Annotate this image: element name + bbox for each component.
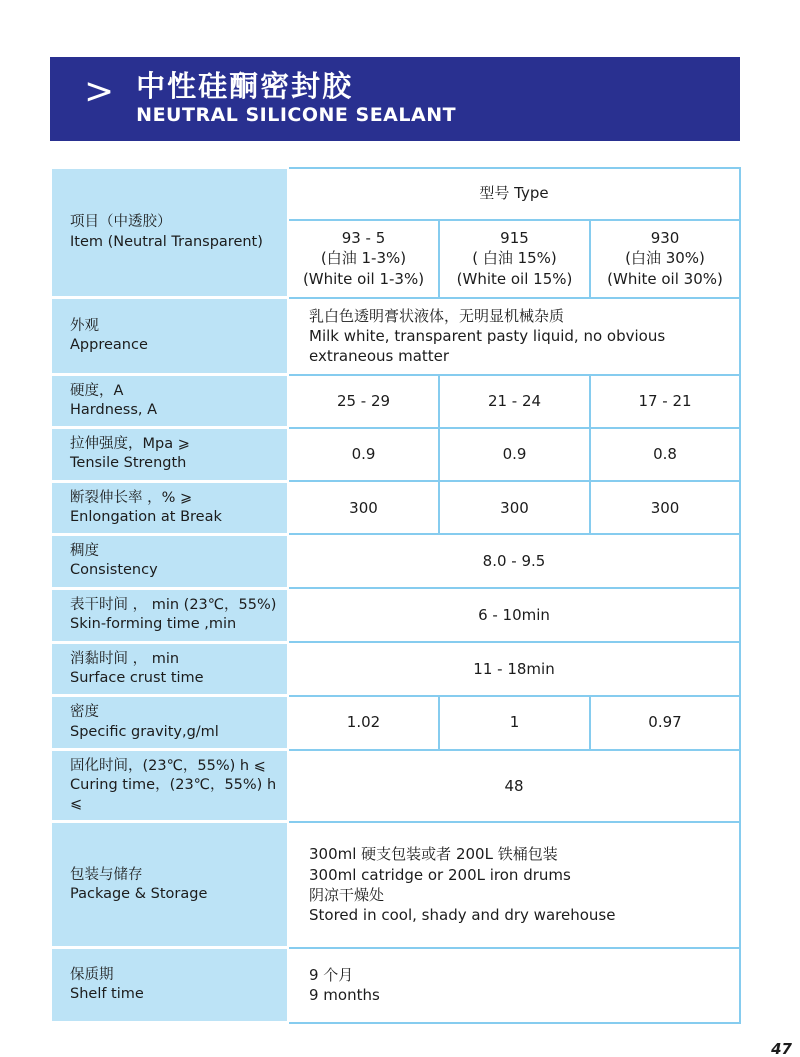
shelf-label	[52, 948, 288, 1023]
label-zh: 拉伸强度，Mpa ⩾	[70, 436, 190, 453]
shelf-value	[288, 948, 740, 1023]
label-en: Specific gravity,g/ml	[70, 723, 219, 740]
table-row-appearance	[52, 298, 740, 375]
consistency-label	[52, 534, 288, 588]
value-line-1: 9 个月	[309, 966, 354, 985]
density-value-2: 0.97	[590, 696, 740, 750]
spec-table	[52, 166, 741, 1024]
hardness-value-1: 21 - 24	[439, 375, 590, 428]
label-en: Hardness, A	[70, 402, 158, 419]
tensile-value-2: 0.8	[590, 428, 740, 481]
table-row-hardness	[52, 375, 740, 428]
label-en: Consistency	[70, 562, 158, 579]
tensile-label	[52, 428, 288, 481]
label-en: Curing time，(23℃，55%) h ⩽	[70, 777, 277, 813]
type-model: 930	[650, 229, 680, 248]
label-en: Shelf time	[70, 986, 144, 1003]
header-item-en: Item (Neutral Transparent)	[70, 233, 263, 250]
label-en: Appreance	[70, 337, 148, 353]
skin-forming-label	[52, 588, 288, 642]
tensile-value-0: 0.9	[288, 428, 439, 481]
banner-titles	[136, 70, 456, 127]
label-zh: 消黏时间 ， min	[70, 650, 180, 667]
hardness-label	[52, 375, 288, 428]
curing-label	[52, 750, 288, 822]
label-zh: 保质期	[70, 967, 114, 984]
curing-value: 48	[288, 750, 740, 822]
page-banner	[50, 57, 740, 141]
type-zh: (白油 1-3%)	[320, 249, 407, 268]
type-model: 915	[500, 229, 529, 248]
table-row-elongation	[52, 481, 740, 534]
label-en: Package & Storage	[70, 885, 208, 902]
elongation-label	[52, 481, 288, 534]
table-row-surface-crust	[52, 642, 740, 695]
density-value-1: 1	[439, 696, 590, 750]
tensile-value-1: 0.9	[439, 428, 590, 481]
table-row-shelf	[52, 948, 740, 1023]
label-zh: 包装与储存	[70, 866, 143, 883]
density-label	[52, 696, 288, 750]
label-en: Surface crust time	[70, 669, 204, 686]
label-en: Skin-forming time ,min	[70, 616, 237, 633]
skin-forming-value: 6 - 10min	[288, 588, 740, 642]
appearance-label	[52, 298, 288, 375]
page-title-en: NEUTRAL SILICONE SEALANT	[136, 103, 457, 126]
header-type-cell: 型号 Type	[288, 168, 740, 220]
value-line-3: 阴凉干燥处	[309, 885, 385, 904]
type-en: (White oil 1-3%)	[302, 269, 425, 288]
value-line-en: Milk white, transparent pasty liquid, no obvious extraneous matter	[309, 326, 666, 366]
header-item-zh: 项目（中透胶）	[70, 214, 172, 231]
appearance-value	[288, 298, 740, 375]
package-value	[288, 822, 740, 948]
type-cell-93-5	[288, 220, 439, 298]
value-line-zh: 乳白色透明膏状液体，无明显机械杂质	[309, 306, 565, 325]
type-zh: ( 白油 15%)	[472, 249, 557, 268]
value-line-2: 300ml catridge or 200L iron drums	[309, 865, 571, 884]
value-line-1: 300ml 硬支包装或者 200L 铁桶包装	[309, 845, 558, 864]
label-zh: 硬度，A	[70, 383, 124, 399]
table-row-package	[52, 822, 740, 948]
elongation-value-2: 300	[590, 481, 740, 534]
label-zh: 外观	[70, 317, 99, 334]
value-line-4: Stored in cool, shady and dry warehouse	[309, 906, 616, 925]
chevron-right-icon: >	[84, 71, 115, 112]
type-en: (White oil 15%)	[456, 269, 573, 288]
label-en: Tensile Strength	[70, 455, 187, 472]
type-model: 93 - 5	[341, 229, 386, 248]
table-row-skin-forming	[52, 588, 740, 642]
table-row-type-header	[52, 168, 740, 220]
type-cell-915	[439, 220, 590, 298]
header-item-cell	[52, 168, 288, 298]
page-number: 47	[771, 1040, 792, 1057]
package-label	[52, 822, 288, 948]
table-row-density	[52, 696, 740, 750]
density-value-0: 1.02	[288, 696, 439, 750]
label-zh: 密度	[70, 704, 99, 721]
page-title-zh: 中性硅酮密封胶	[136, 69, 354, 104]
label-zh: 断裂伸长率 ，% ⩾	[70, 489, 193, 506]
elongation-value-0: 300	[288, 481, 439, 534]
elongation-value-1: 300	[439, 481, 590, 534]
surface-crust-value: 11 - 18min	[288, 642, 740, 695]
type-en: (White oil 30%)	[607, 269, 723, 288]
consistency-value: 8.0 - 9.5	[288, 534, 740, 588]
label-zh: 表干时间 ， min (23℃，55%)	[70, 597, 277, 614]
label-zh: 稠度	[70, 543, 99, 560]
hardness-value-2: 17 - 21	[590, 375, 740, 428]
surface-crust-label	[52, 642, 288, 695]
table-row-consistency	[52, 534, 740, 588]
label-zh: 固化时间，(23℃，55%) h ⩽	[70, 758, 266, 774]
label-en: Enlongation at Break	[70, 508, 222, 525]
type-cell-930	[590, 220, 740, 298]
table-row-tensile	[52, 428, 740, 481]
value-line-2: 9 months	[309, 986, 380, 1005]
type-zh: (白油 30%)	[625, 249, 705, 268]
hardness-value-0: 25 - 29	[288, 375, 439, 428]
table-row-curing	[52, 750, 740, 822]
